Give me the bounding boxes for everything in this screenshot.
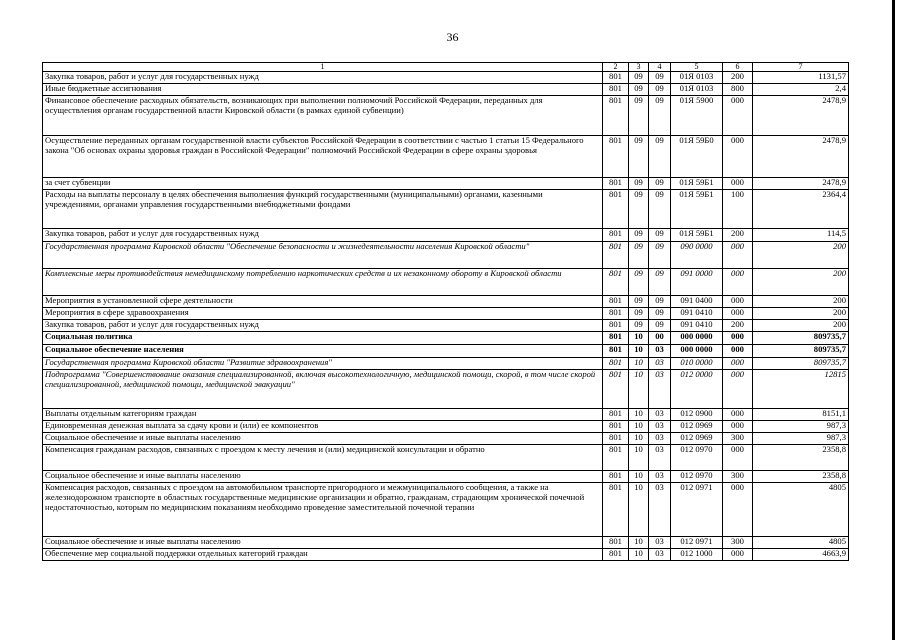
- table-row: [43, 370, 849, 409]
- amount-cell: 809735,7: [753, 332, 849, 345]
- table-row: [43, 320, 849, 332]
- amount-cell: 809735,7: [753, 358, 849, 370]
- table-row: [43, 178, 849, 190]
- section-code-cell: 09: [629, 242, 649, 269]
- section-code-cell: 09: [629, 320, 649, 332]
- expense-type-code-cell: 200: [723, 229, 753, 242]
- table-row: [43, 72, 849, 84]
- row-name-cell: Государственная программа Кировской области "Развитие здравоохранения": [43, 358, 603, 370]
- subsection-code-cell: 03: [649, 421, 671, 433]
- section-code-cell: 09: [629, 96, 649, 136]
- section-code-cell: 10: [629, 358, 649, 370]
- department-code-cell: 801: [603, 409, 629, 421]
- row-name-cell: Финансовое обеспечение расходных обязательств, возникающих при выполнении полномочий Российской Федерации, переданных для осуществления органам государственной власти Кировской области (в рамках единой субвенции): [43, 96, 603, 136]
- subsection-code-cell: 03: [649, 433, 671, 445]
- table-row: [43, 445, 849, 471]
- target-item-code-cell: 01Я 5900: [671, 96, 723, 136]
- row-name-cell: Иные бюджетные ассигнования: [43, 84, 603, 96]
- amount-cell: 2358,8: [753, 445, 849, 471]
- department-code-cell: 801: [603, 229, 629, 242]
- target-item-code-cell: 012 0900: [671, 409, 723, 421]
- subsection-code-cell: 09: [649, 269, 671, 296]
- budget-table: [42, 62, 849, 561]
- expense-type-code-cell: 300: [723, 471, 753, 483]
- expense-type-code-cell: 300: [723, 537, 753, 549]
- row-name-cell: Компенсация расходов, связанных с проездом на автомобильном транспорте пригородного и межмуниципального сообщения, а также на железнодорожном транспорте в областных государственные медицинские организации и обратно, гражданам, страдающим хронической почечной недостаточностью, которым по медицинским показаниям необходимо проведение заместительной почечной терапии: [43, 483, 603, 537]
- amount-cell: 2358,8: [753, 471, 849, 483]
- expense-type-code-cell: 200: [723, 72, 753, 84]
- department-code-cell: 801: [603, 96, 629, 136]
- expense-type-code-cell: 000: [723, 269, 753, 296]
- expense-type-code-cell: 000: [723, 242, 753, 269]
- expense-type-code-cell: 100: [723, 190, 753, 229]
- amount-cell: 2,4: [753, 84, 849, 96]
- expense-type-code-cell: 000: [723, 136, 753, 178]
- department-code-cell: 801: [603, 421, 629, 433]
- subsection-code-cell: 09: [649, 72, 671, 84]
- row-name-cell: Обеспечение мер социальной поддержки отдельных категорий граждан: [43, 549, 603, 561]
- department-code-cell: 801: [603, 136, 629, 178]
- amount-cell: 12815: [753, 370, 849, 409]
- expense-type-code-cell: 000: [723, 370, 753, 409]
- section-code-cell: 10: [629, 433, 649, 445]
- target-item-code-cell: 012 0971: [671, 537, 723, 549]
- expense-type-code-cell: 000: [723, 409, 753, 421]
- subsection-code-cell: 09: [649, 178, 671, 190]
- expense-type-code-cell: 800: [723, 84, 753, 96]
- table-row: [43, 229, 849, 242]
- section-code-cell: 09: [629, 269, 649, 296]
- row-name-cell: Мероприятия в установленной сфере деятельности: [43, 296, 603, 308]
- target-item-code-cell: 01Я 59Б1: [671, 178, 723, 190]
- amount-cell: 200: [753, 296, 849, 308]
- section-code-cell: 10: [629, 345, 649, 358]
- section-code-cell: 09: [629, 72, 649, 84]
- section-code-cell: 10: [629, 332, 649, 345]
- table-row: [43, 136, 849, 178]
- subsection-code-cell: 09: [649, 84, 671, 96]
- amount-cell: 200: [753, 320, 849, 332]
- expense-type-code-cell: 000: [723, 332, 753, 345]
- department-code-cell: 801: [603, 332, 629, 345]
- amount-cell: 987,3: [753, 433, 849, 445]
- section-code-cell: 09: [629, 136, 649, 178]
- department-code-cell: 801: [603, 345, 629, 358]
- amount-cell: 2478,9: [753, 178, 849, 190]
- amount-cell: 8151,1: [753, 409, 849, 421]
- target-item-code-cell: 091 0000: [671, 269, 723, 296]
- target-item-code-cell: 01Я 0103: [671, 84, 723, 96]
- row-name-cell: Компенсация гражданам расходов, связанных с проездом к месту лечения и (или) медицинской консультации и обратно: [43, 445, 603, 471]
- row-name-cell: Расходы на выплаты персоналу в целях обеспечения выполнения функций государственными (муниципальными) органами, казенными учреждениями, органами управления государственными внебюджетными фондами: [43, 190, 603, 229]
- table-row: [43, 358, 849, 370]
- table-row: [43, 308, 849, 320]
- section-code-cell: 10: [629, 537, 649, 549]
- table-row: [43, 242, 849, 269]
- department-code-cell: 801: [603, 445, 629, 471]
- subsection-code-cell: 03: [649, 358, 671, 370]
- subsection-code-cell: 03: [649, 370, 671, 409]
- row-name-cell: Государственная программа Кировской области "Обеспечение безопасности и жизнедеятельности населения Кировской области": [43, 242, 603, 269]
- target-item-code-cell: 012 0969: [671, 421, 723, 433]
- amount-cell: 987,3: [753, 421, 849, 433]
- row-name-cell: Выплаты отдельным категориям граждан: [43, 409, 603, 421]
- column-number-row: [43, 63, 849, 72]
- subsection-code-cell: 09: [649, 320, 671, 332]
- target-item-code-cell: 090 0000: [671, 242, 723, 269]
- section-code-cell: 10: [629, 549, 649, 561]
- subsection-code-cell: 03: [649, 537, 671, 549]
- section-code-cell: 10: [629, 483, 649, 537]
- department-code-cell: 801: [603, 483, 629, 537]
- row-name-cell: Социальное обеспечение и иные выплаты населению: [43, 537, 603, 549]
- expense-type-code-cell: 000: [723, 483, 753, 537]
- section-code-cell: 09: [629, 229, 649, 242]
- subsection-code-cell: 03: [649, 471, 671, 483]
- target-item-code-cell: 091 0410: [671, 308, 723, 320]
- section-code-cell: 09: [629, 308, 649, 320]
- target-item-code-cell: 091 0400: [671, 296, 723, 308]
- row-name-cell: Комплексные меры противодействия немедицинскому потреблению наркотических средств и их незаконному обороту в Кировской области: [43, 269, 603, 296]
- section-code-cell: 10: [629, 445, 649, 471]
- column-header: 5: [671, 63, 723, 72]
- department-code-cell: 801: [603, 537, 629, 549]
- amount-cell: 4663,9: [753, 549, 849, 561]
- subsection-code-cell: 03: [649, 445, 671, 471]
- subsection-code-cell: 03: [649, 345, 671, 358]
- expense-type-code-cell: 000: [723, 296, 753, 308]
- section-code-cell: 10: [629, 409, 649, 421]
- row-name-cell: Закупка товаров, работ и услуг для государственных нужд: [43, 320, 603, 332]
- column-header: 2: [603, 63, 629, 72]
- amount-cell: 114,5: [753, 229, 849, 242]
- table-row: [43, 483, 849, 537]
- subsection-code-cell: 09: [649, 242, 671, 269]
- subsection-code-cell: 09: [649, 296, 671, 308]
- expense-type-code-cell: 000: [723, 345, 753, 358]
- row-name-cell: Социальное обеспечение населения: [43, 345, 603, 358]
- row-name-cell: Закупка товаров, работ и услуг для государственных нужд: [43, 229, 603, 242]
- expense-type-code-cell: 200: [723, 320, 753, 332]
- target-item-code-cell: 012 0970: [671, 471, 723, 483]
- row-name-cell: Подпрограмма "Совершенствование оказания специализированной, включая высокотехнологичную, медицинской помощи, скорой, в том числе скорой специализированной, медицинской помощи, медицинской эвакуации": [43, 370, 603, 409]
- target-item-code-cell: 091 0410: [671, 320, 723, 332]
- department-code-cell: 801: [603, 370, 629, 409]
- table-row: [43, 549, 849, 561]
- section-code-cell: 10: [629, 370, 649, 409]
- table-row: [43, 537, 849, 549]
- department-code-cell: 801: [603, 549, 629, 561]
- department-code-cell: 801: [603, 320, 629, 332]
- target-item-code-cell: 000 0000: [671, 345, 723, 358]
- target-item-code-cell: 012 0971: [671, 483, 723, 537]
- expense-type-code-cell: 000: [723, 549, 753, 561]
- row-name-cell: Социальное обеспечение и иные выплаты населению: [43, 471, 603, 483]
- target-item-code-cell: 01Я 59Б0: [671, 136, 723, 178]
- department-code-cell: 801: [603, 269, 629, 296]
- table-row: [43, 409, 849, 421]
- expense-type-code-cell: 000: [723, 358, 753, 370]
- table-row: [43, 345, 849, 358]
- expense-type-code-cell: 000: [723, 178, 753, 190]
- department-code-cell: 801: [603, 471, 629, 483]
- target-item-code-cell: 012 0969: [671, 433, 723, 445]
- target-item-code-cell: 012 0000: [671, 370, 723, 409]
- column-header: 1: [43, 63, 603, 72]
- department-code-cell: 801: [603, 190, 629, 229]
- table-row: [43, 84, 849, 96]
- row-name-cell: Единовременная денежная выплата за сдачу крови и (или) ее компонентов: [43, 421, 603, 433]
- amount-cell: 809735,7: [753, 345, 849, 358]
- target-item-code-cell: 012 0970: [671, 445, 723, 471]
- section-code-cell: 10: [629, 421, 649, 433]
- amount-cell: 2478,9: [753, 96, 849, 136]
- table-row: [43, 190, 849, 229]
- row-name-cell: Социальное обеспечение и иные выплаты населению: [43, 433, 603, 445]
- target-item-code-cell: 01Я 0103: [671, 72, 723, 84]
- department-code-cell: 801: [603, 84, 629, 96]
- column-header: 4: [649, 63, 671, 72]
- page-edge-rule: [892, 0, 895, 640]
- row-name-cell: за счет субвенции: [43, 178, 603, 190]
- table-row: [43, 421, 849, 433]
- department-code-cell: 801: [603, 433, 629, 445]
- column-header: 6: [723, 63, 753, 72]
- subsection-code-cell: 03: [649, 549, 671, 561]
- amount-cell: 200: [753, 242, 849, 269]
- amount-cell: 2364,4: [753, 190, 849, 229]
- row-name-cell: Социальная политика: [43, 332, 603, 345]
- subsection-code-cell: 09: [649, 136, 671, 178]
- target-item-code-cell: 01Я 59Б1: [671, 190, 723, 229]
- amount-cell: 200: [753, 269, 849, 296]
- section-code-cell: 10: [629, 471, 649, 483]
- column-header: 7: [753, 63, 849, 72]
- subsection-code-cell: 09: [649, 190, 671, 229]
- department-code-cell: 801: [603, 178, 629, 190]
- subsection-code-cell: 09: [649, 96, 671, 136]
- subsection-code-cell: 00: [649, 332, 671, 345]
- target-item-code-cell: 000 0000: [671, 332, 723, 345]
- expense-type-code-cell: 000: [723, 96, 753, 136]
- department-code-cell: 801: [603, 296, 629, 308]
- expense-type-code-cell: 000: [723, 421, 753, 433]
- amount-cell: 4805: [753, 483, 849, 537]
- section-code-cell: 09: [629, 190, 649, 229]
- row-name-cell: Закупка товаров, работ и услуг для государственных нужд: [43, 72, 603, 84]
- table-row: [43, 471, 849, 483]
- table-row: [43, 332, 849, 345]
- subsection-code-cell: 09: [649, 308, 671, 320]
- target-item-code-cell: 01Я 59Б1: [671, 229, 723, 242]
- amount-cell: 200: [753, 308, 849, 320]
- page-number: 36: [446, 30, 459, 44]
- subsection-code-cell: 03: [649, 409, 671, 421]
- target-item-code-cell: 010 0000: [671, 358, 723, 370]
- table-row: [43, 296, 849, 308]
- expense-type-code-cell: 300: [723, 433, 753, 445]
- column-header: 3: [629, 63, 649, 72]
- section-code-cell: 09: [629, 178, 649, 190]
- amount-cell: 4805: [753, 537, 849, 549]
- amount-cell: 2478,9: [753, 136, 849, 178]
- row-name-cell: Мероприятия в сфере здравоохранения: [43, 308, 603, 320]
- table-body: [43, 63, 849, 561]
- table-row: [43, 269, 849, 296]
- department-code-cell: 801: [603, 308, 629, 320]
- expense-type-code-cell: 000: [723, 308, 753, 320]
- target-item-code-cell: 012 1000: [671, 549, 723, 561]
- amount-cell: 1131,57: [753, 72, 849, 84]
- section-code-cell: 09: [629, 84, 649, 96]
- department-code-cell: 801: [603, 72, 629, 84]
- section-code-cell: 09: [629, 296, 649, 308]
- department-code-cell: 801: [603, 242, 629, 269]
- row-name-cell: Осуществление переданных органам государственной власти субъектов Российской Федерации в соответствии с частью 1 статьи 15 Федерального закона "Об основах охраны здоровья граждан в Российской Федерации" полномочий Российской Федерации в сфере охраны здоровья: [43, 136, 603, 178]
- table-row: [43, 96, 849, 136]
- subsection-code-cell: 09: [649, 229, 671, 242]
- subsection-code-cell: 03: [649, 483, 671, 537]
- department-code-cell: 801: [603, 358, 629, 370]
- table-row: [43, 433, 849, 445]
- expense-type-code-cell: 000: [723, 445, 753, 471]
